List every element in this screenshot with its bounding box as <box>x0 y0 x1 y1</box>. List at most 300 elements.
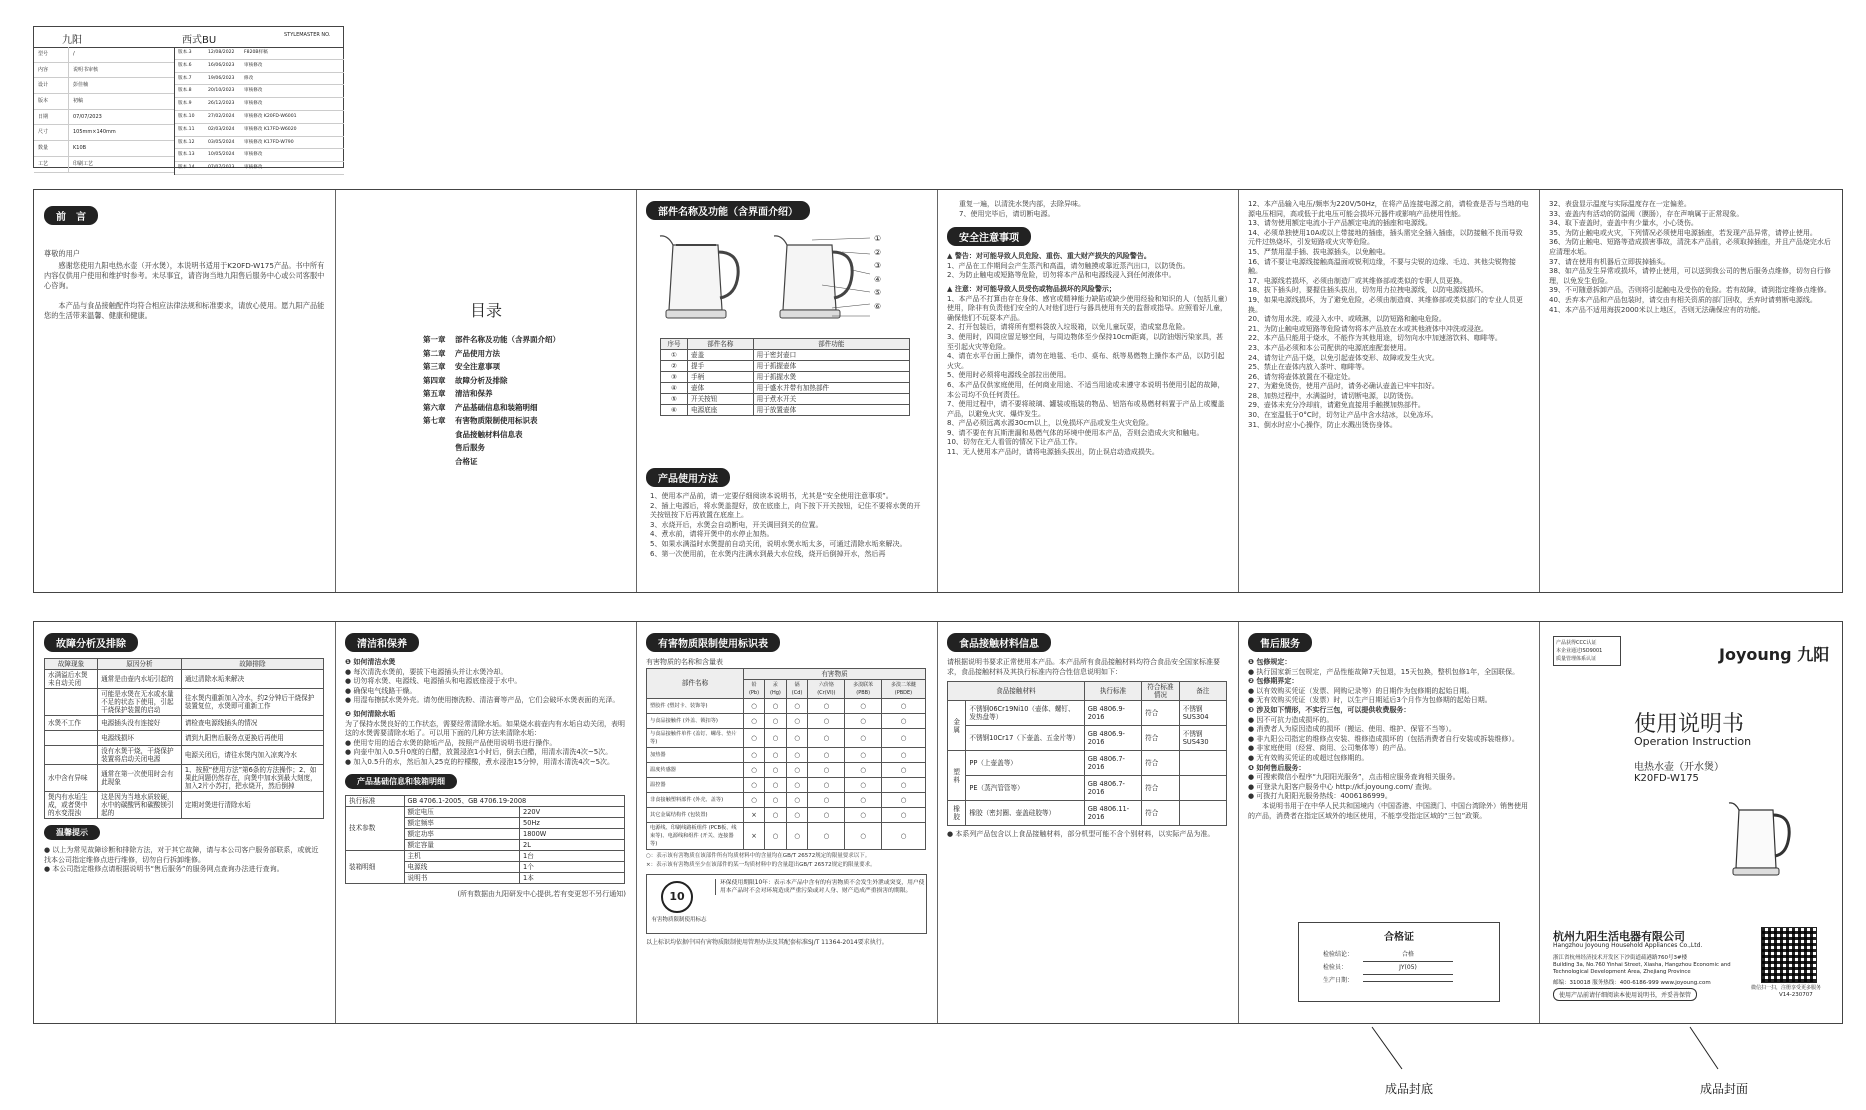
base-val: 50Hz <box>520 817 625 828</box>
toc-item <box>423 347 623 361</box>
notice-item: 8、产品必须远离水源30cm以上，以免损坏产品或发生火灾危险。 <box>947 419 1154 428</box>
fault-cell: 电源关闭后，请往水煲内加入凉爽冷水 <box>181 746 323 765</box>
hazard-cell: ○ <box>786 822 808 849</box>
hazard-cell: ○ <box>786 713 808 728</box>
cert-lines <box>1323 949 1499 987</box>
use-step: 6、第一次使用前，在水煲内注满水到最大水位线，烧开后倒掉开水，然后再 <box>650 549 886 558</box>
parts-row <box>661 405 910 416</box>
toc-chapter: 第五章 <box>423 389 446 398</box>
spec-note: 审核修改 <box>244 101 263 107</box>
fault-title: 故障分析及排除 <box>44 633 138 652</box>
cover-model: K20FD-W175 <box>1634 773 1699 784</box>
parts-th: 部件名称 <box>688 339 754 350</box>
hazard-cell: 温度传感器 <box>647 762 744 777</box>
spec-val: 初稿 <box>73 98 84 105</box>
hazard-caption: 有害物质的名称和含量表 <box>646 658 723 666</box>
foreword-title: 前 言 <box>44 206 98 225</box>
svc-s3-list <box>1248 716 1529 764</box>
food-note <box>947 830 1228 840</box>
spec-ver: 版本.11 <box>178 126 195 132</box>
parts-cell: ① <box>661 350 688 361</box>
hazard-cell: ○ <box>744 777 765 792</box>
hazard-cell: ○ <box>786 747 808 762</box>
part-callout: ⑥ <box>874 301 882 311</box>
hazard-logo-caption: 有害物质限制使用标志 <box>651 916 707 923</box>
spec-date: 26/12/2023 <box>208 101 235 107</box>
hazard-cell: 温控器 <box>647 777 744 792</box>
fault-row <box>45 689 324 716</box>
panel-cover <box>1539 622 1844 1023</box>
hazard-cell: ○ <box>881 728 925 747</box>
safety-item: 31、倒水时应小心操作，防止水溅出烫伤身体。 <box>1248 420 1397 429</box>
food-cell: 不锈钢06Cr19Ni10（壶体、螺钉、发热盘等） <box>966 701 1084 726</box>
hazard-th: 六价铬(Cr(VI)) <box>808 679 845 698</box>
toc-chapter: 第六章 <box>423 402 446 412</box>
hazard-cell: ○ <box>881 747 925 762</box>
toc-name: 售后服务 <box>455 443 485 452</box>
toc-chapter: 第七章 <box>423 416 446 425</box>
use-step: 2、插上电源后，将水煲盖提好，放在底座上，向下按下开关按钮，记住不要将水煲的开关按钮按下后再放置在底座上。 <box>650 501 921 520</box>
panel-parts <box>636 190 937 592</box>
food-th: 备注 <box>1179 682 1226 701</box>
spec-right-rows <box>174 47 344 175</box>
warning-item: 1、产品在工作期间会产生蒸汽和高温，请勿触摸或靠近蒸汽出口，以防烫伤。 <box>947 261 1190 270</box>
fault-cell: 通常是由壶内水垢引起的 <box>98 670 182 689</box>
cert-title: 合格证 <box>1384 932 1414 943</box>
notice-item: 4、请在水平台面上操作，请勿在地毯、毛巾、桌布、纸等易燃物上操作本产品，以防引起火灾。 <box>947 352 1225 370</box>
clean-s2-item: ● 使用专用的适合水煲的除垢产品，按照产品使用说明书进行操作。 <box>345 738 557 747</box>
svc-s4-text: 如何售后服务： <box>1256 763 1306 772</box>
pointer-line-front <box>1688 1025 1728 1075</box>
notice-item: 2、打开包装后，请将所有塑料袋放入垃圾箱，以免儿童玩耍，造成窒息危险。 <box>947 323 1190 332</box>
base-key: 额定容量 <box>404 839 520 850</box>
notice-item: 1、本产品不打算由存在身体、感官或精神能力缺陷或缺少使用经验和知识的人（包括儿童）使用，除非有负责他们安全的人对他们进行与器具使用有关的监督或指导。应照看好儿童，确保他们不玩耍本产品。 <box>947 294 1228 322</box>
spec-box <box>33 26 344 171</box>
spec-std: STYLEMASTER NO. <box>284 32 331 38</box>
spec-date: 12/08/2022 <box>208 50 235 55</box>
hazard-notes <box>646 852 927 871</box>
greeting: 尊敬的用户 <box>44 249 80 258</box>
safety-item: 38、如产品发生异常或损坏，请停止使用，可以送到我公司的售后服务点维修，切勿自行修理，以免发生危险。 <box>1549 267 1831 285</box>
svc-s3-item: ● 非家庭使用（经营、商用、公司集体等）的产品。 <box>1248 744 1411 753</box>
svc-s1-bullet: ● <box>1248 667 1257 676</box>
spec-row <box>34 47 174 63</box>
tip-title: 温馨提示 <box>44 825 100 840</box>
parts-cell: 用于抓握壶体 <box>753 361 909 372</box>
spec-row <box>34 78 174 94</box>
fault-row <box>45 716 324 731</box>
hazard-cell: ○ <box>744 728 765 747</box>
base-key: 额定电压 <box>404 806 520 817</box>
toc-name: 产品使用方法 <box>455 348 500 358</box>
parts-row <box>661 383 910 394</box>
spec-key: 数量 <box>34 141 69 156</box>
hazard-cell: 非食接触塑料部件 (外壳、盖等) <box>647 792 744 807</box>
hazard-logo-text: 环保使用期限10年：表示本产品中含有的有害物质不会发生外泄或突变，用户使用本产品时不会对环境造成严重污染或对人身、财产造成严重损害的期限。 <box>715 879 926 895</box>
hazard-cell: ○ <box>845 762 882 777</box>
company-contact <box>1553 978 1753 986</box>
svc-s3-text: 涉及如下情形，不实行三包，可以提供收费服务： <box>1256 705 1411 714</box>
hazard-th: 多溴二苯醚(PBDE) <box>881 679 925 698</box>
spec-row <box>34 63 174 79</box>
base-val: 1个 <box>520 861 625 872</box>
fault-cell: 定期对煲进行清除水垢 <box>181 792 323 819</box>
cert-value: JY(05) <box>1363 962 1453 975</box>
spec-row <box>34 94 174 110</box>
parts-title: 部件名称及功能（含界面介绍） <box>646 201 810 220</box>
svc-s3-item: ● 消费者人为原因造成的损坏（搬运、使用、维护、保管不当等）。 <box>1248 725 1456 734</box>
fault-cell: 可能是水煲在无水或水量不足的状态下使用，引起干烧保护装置的启动 <box>98 689 182 716</box>
panel-toc <box>335 190 636 592</box>
hazard-cell: ○ <box>881 792 925 807</box>
spec-row <box>175 98 344 111</box>
toc-item <box>423 360 623 374</box>
hazard-row <box>647 698 926 713</box>
clean-s1 <box>345 658 626 668</box>
cert-label: 检验员： <box>1323 964 1348 971</box>
svc-s2-item: ● 以有效购买凭证（发票、网购记录等）的日期作为包修期的起始日期。 <box>1248 686 1474 695</box>
parts-row <box>661 394 910 405</box>
hazard-cell: ○ <box>786 807 808 822</box>
spec-date: 10/05/2024 <box>208 152 235 158</box>
hazard-cell: ○ <box>786 777 808 792</box>
spec-key: 版本 <box>34 94 69 109</box>
cover-version: V14-230707 <box>1779 992 1813 998</box>
clean-s2-item: ● 加入0.5升的水，然后加入25克的柠檬酸，煮水浸泡15分钟，用清水清洗4次~5次。 <box>345 757 615 766</box>
hazard-cell: ○ <box>808 777 845 792</box>
hazard-cell: ○ <box>744 698 765 713</box>
svc-s1-body-text: 执行国家新三包规定，产品性能故障7天包退，15天包换，整机包修1年，全国联保。 <box>1256 667 1520 676</box>
hazard-cell: ○ <box>786 792 808 807</box>
cert-line <box>1323 962 1499 975</box>
parts-cell: ④ <box>661 383 688 394</box>
fault-cell: 这是因为当地水质较硬，水中的碳酸钙和碳酸镁引起的 <box>98 792 182 819</box>
hazard-cell: ○ <box>765 777 787 792</box>
hazard-group: 有害物质 <box>744 668 926 679</box>
svc-s2 <box>1248 677 1529 687</box>
service-title: 售后服务 <box>1248 633 1312 652</box>
svc-s1-text: 包修规定： <box>1256 658 1292 666</box>
logo-en: Joyoung <box>1719 645 1792 664</box>
hazard-cell: 塑胶件 (塑封卡、装饰等) <box>647 698 744 713</box>
toc-title: 目录 <box>470 301 503 320</box>
safety-item: 39、不可随意拆卸产品，否则将引起触电及受伤的危险。若有故障，请到指定维修点维修。 <box>1549 286 1831 295</box>
hazard-table <box>646 668 926 850</box>
safety-item: 28、加热过程中，水满溢时，请切断电源，以防烫伤。 <box>1248 391 1418 400</box>
spec-row <box>34 157 174 173</box>
base-row <box>346 850 625 861</box>
fault-cell: 水煲不工作 <box>45 716 98 731</box>
parts-row <box>661 350 910 361</box>
fault-cell: 没有水煲干烧，干烧保护装置将启动关闭电源 <box>98 746 182 765</box>
fault-row <box>45 670 324 689</box>
food-cell: 不锈钢SUS304 <box>1179 701 1226 726</box>
hazard-cell: × <box>744 807 765 822</box>
spec-key: 内容 <box>34 63 69 78</box>
hazard-row <box>647 713 926 728</box>
safety-item: 36、为防止触电、短路等造成损害事故，清洗本产品前，必须取掉插座，并且产品烧完水后应清理水垢。 <box>1549 238 1831 256</box>
company-en: Hangzhou Joyoung Household Appliances Co.,Ltd. <box>1553 942 1703 949</box>
spec-val: K10B <box>73 145 87 152</box>
part-callout: ③ <box>874 261 882 270</box>
spec-ver: 版本.6 <box>178 62 192 68</box>
spec-bu: 西式BU <box>182 35 217 46</box>
cert-box <box>1298 922 1500 1002</box>
use-step: 5、如果水满溢时水煲提前自动关闭，说明水煲水垢太多，可通过清除水垢来解决。 <box>650 539 907 548</box>
hazard-row <box>647 807 926 822</box>
spec-ver: 版本.13 <box>178 152 195 158</box>
kettle-illustration-right <box>772 230 882 325</box>
hazard-cell: ○ <box>881 713 925 728</box>
hazard-cell: ○ <box>765 792 787 807</box>
svc-s4-list <box>1248 773 1529 802</box>
hazard-cell: ○ <box>765 762 787 777</box>
hazard-th: 铅(Pb) <box>744 679 765 698</box>
tip-list <box>44 846 325 875</box>
hazard-cell: ○ <box>744 747 765 762</box>
toc-name: 有害物质限制使用标识表 <box>455 416 538 425</box>
clean-s2-item: ● 向壶中加入0.5升0度的白醋，放置浸泡1小时后，倒去白醋，用清水清洗4次~5次。 <box>345 748 613 757</box>
phone: 服务热线：400-6186-999 <box>1592 980 1659 986</box>
cert-value: 合格 <box>1363 949 1453 962</box>
cert-mark: 质量管理体系认证 <box>1556 656 1597 662</box>
toc-name: 产品基础信息和装箱明细 <box>455 402 538 412</box>
base-title: 产品基础信息和装箱明细 <box>345 774 457 789</box>
safety-item: 37、请在使用有机器后立即拔掉插头。 <box>1549 257 1670 266</box>
fault-cell: 水满溢后水煲未自动关闭 <box>45 670 98 689</box>
cert-mark: 产品获得CCC认证 <box>1556 640 1597 646</box>
food-cell: 符合 <box>1142 776 1180 801</box>
fault-cell: 通过清除水垢来解决 <box>181 670 323 689</box>
spec-left-rows <box>34 47 174 173</box>
cert-marks-box <box>1553 636 1621 666</box>
hazard-cell: × <box>744 822 765 849</box>
food-intro: 请根据说明书要求正常使用本产品。本产品所有食品接触材料均符合食品安全国家标准要求，食品接触材料及其执行标准内符合性信息说明如下： <box>947 658 1220 676</box>
food-cell: GB 4806.7-2016 <box>1084 751 1141 776</box>
hazard-cell: ○ <box>765 698 787 713</box>
panel-service <box>1238 622 1539 1023</box>
parts-cell: ② <box>661 361 688 372</box>
food-cell <box>1179 801 1226 826</box>
clean-s1-item: ● 用湿布擦拭水煲外壳。请勿使用擦洗粉、清洁膏等产品，它们会破坏水煲表面的光泽。 <box>345 696 620 705</box>
panel-safety-3 <box>1539 190 1844 592</box>
foreword-p1: 感谢您使用九阳电热水壶（开水煲），本说明书适用于K20FD-W175产品。书中所有内容仅供用户使用和维护时参考。未尽事宜，请咨询当地九阳售后服务中心或公司客服中心咨询。 <box>44 261 325 290</box>
fault-cell: 1、按照“使用方法”第6条的方法操作；2、如果此问题仍然存在，向煲中加水到最大刻度，加入2片小苏打，把水烧开，然后倒掉 <box>181 765 323 792</box>
top-sheet <box>33 189 1843 593</box>
food-cell: GB 4806.7-2016 <box>1084 776 1141 801</box>
cover-footer: 使用产品前请仔细阅读本使用说明书，并妥善保管 <box>1553 988 1697 1001</box>
food-th: 符合标准情况 <box>1142 682 1180 701</box>
spec-key: 设计 <box>34 78 69 93</box>
hazard-row <box>647 777 926 792</box>
spec-val: / <box>73 51 75 57</box>
safety-item: 41、本产品不适用海拔2000米以上地区，否则无法确保应有的功能。 <box>1549 305 1765 314</box>
food-row <box>948 726 1227 751</box>
notice-item: 7、使用过程中，请不要将玻璃、罐装或瓶装的物品、铝箔布或易燃材料置于产品上或覆盖产品，以避免火灾、爆炸发生。 <box>947 400 1225 418</box>
spec-ver: 版本.8 <box>178 88 192 94</box>
svc-s1-body <box>1248 668 1529 678</box>
parts-row <box>661 372 910 383</box>
cert-mark: 本企业通过ISO9001 <box>1556 648 1603 654</box>
food-row <box>948 801 1227 826</box>
hazard-cell: ○ <box>808 762 845 777</box>
safety-item: 13、请勿使用额定电流小于产品额定电流的插座和电源线。 <box>1248 219 1432 228</box>
safety-item: 16、请不要让电源线接触高温面或锐利边缘，不要与尖锐的边缘、毛边、其他尖锐物接触。 <box>1248 257 1516 276</box>
base-key: 额定功率 <box>404 828 520 839</box>
base-val: 1台 <box>520 850 625 861</box>
foreword-p2: 本产品与食品接触配件均符合相应法律法规和标准要求，请放心使用。愿九阳产品能您的生活带来温馨、健康和健康。 <box>44 301 325 320</box>
fault-cell <box>45 746 98 765</box>
parts-th: 序号 <box>661 339 688 350</box>
safety-item: 25、禁止在壶体内放入茶叶、咖啡等。 <box>1248 363 1369 372</box>
notice-item: 11、无人使用本产品时，请将电源插头拔出，防止误启动造成损失。 <box>947 448 1159 457</box>
panel-foreword <box>34 190 335 592</box>
parts-table <box>660 338 910 416</box>
company-addr-en: Building 3a, No.760 Yinhai Street, Xiasha, Hangzhou Economic and Technological Development Area, Zhejiang Province <box>1553 962 1731 975</box>
fault-row <box>45 731 324 746</box>
hazard-cell: ○ <box>808 792 845 807</box>
hazard-cell: ○ <box>881 698 925 713</box>
spec-key: 日期 <box>34 110 69 125</box>
spec-date: 02/03/2024 <box>208 126 235 132</box>
use-title: 产品使用方法 <box>646 468 730 487</box>
notice-head-text: 注意：对可能导致人员受伤或物品损坏的风险警示； <box>954 284 1116 293</box>
toc-name: 故障分析及排除 <box>455 375 508 385</box>
svc-s4 <box>1248 764 1529 774</box>
toc-item <box>423 387 623 401</box>
use-step: 3、水烧开后，水煲会自动断电，开关调回到关的位置。 <box>650 520 823 529</box>
food-cell: PE（蒸汽管管等） <box>966 776 1084 801</box>
hazard-th: 镉(Cd) <box>786 679 808 698</box>
svc-s4-item: ● 可拨打九阳阳光服务热线：4006186999。 <box>1248 792 1392 801</box>
fault-cell: 往水煲内重新加入冷水，约2分钟后干烧保护装置复位，水煲即可重新工作 <box>181 689 323 716</box>
safety-item: 29、壶体未充分冷却前，请避免直接用手触摸加热部件。 <box>1248 401 1425 410</box>
hazard-th: 多溴联苯(PBB) <box>845 679 882 698</box>
clean-title: 清洁和保养 <box>345 633 419 652</box>
spec-val: 彭佳楠 <box>73 82 89 89</box>
spec-val: 105mm×140mm <box>73 129 116 136</box>
hazard-cell: ○ <box>881 822 925 849</box>
spec-row <box>34 110 174 126</box>
toc-item <box>423 414 623 428</box>
use-step: 4、煮水前，请将开煲中的水停止加热。 <box>650 530 774 539</box>
fault-cell: 水中含有异味 <box>45 765 98 792</box>
food-table <box>947 681 1227 826</box>
food-group: 金属 <box>948 701 966 751</box>
food-group: 塑料 <box>948 751 966 801</box>
hazard-cell: ○ <box>845 698 882 713</box>
warning-head-text: 警告：对可能导致人员危险、重伤、重大财产损失的风险警告。 <box>954 252 1151 261</box>
parts-cell: 用于放置壶体 <box>753 405 909 416</box>
hazard-cell: 与食品接触件 (外盖、锁扣等) <box>647 713 744 728</box>
spec-date: 20/10/2023 <box>208 88 235 94</box>
food-row <box>948 776 1227 801</box>
panel-food <box>937 622 1238 1023</box>
label-back-cover: 成品封底 <box>1385 1082 1434 1096</box>
panel-fault <box>34 622 335 1023</box>
notice-item: 9、请不要在有瓦斯泄漏和易燃气体的环境中使用本产品，否则会造成火灾和触电。 <box>947 428 1204 437</box>
svc-s2-text: 包修期界定： <box>1256 677 1299 686</box>
toc-chapter: 第二章 <box>423 348 446 358</box>
spec-val: 说明书审核 <box>73 66 99 73</box>
food-cell: 符合 <box>1142 751 1180 776</box>
kettle-illustration-left <box>658 230 748 325</box>
hazard-cell: ○ <box>808 807 845 822</box>
base-label: 装箱明细 <box>346 850 405 883</box>
parts-cell: 电源底座 <box>688 405 754 416</box>
safety-list-2 <box>1248 200 1529 430</box>
hazard-cell: ○ <box>744 792 765 807</box>
spec-date: 07/07/2023 <box>208 165 235 171</box>
svc-s4-item: ● 可登录九阳客户服务中心 http://kf.joyoung.com/ 查询。 <box>1248 782 1436 791</box>
safety-continued <box>959 200 1228 219</box>
hazard-logo-box <box>646 874 927 934</box>
clean-s1-list <box>345 668 626 706</box>
parts-cell: 提手 <box>688 361 754 372</box>
safety-item: 30、在室温低于0°C时，切勿让产品中含水结冰，以免冻坏。 <box>1248 411 1438 420</box>
safety-item: 24、请勿让产品干烧，以免引起壶体变形、故障或发生火灾。 <box>1248 353 1439 362</box>
food-cell: 符合 <box>1142 726 1180 751</box>
part-callout: ⑤ <box>874 288 882 297</box>
svc-s4-item: ● 可搜索微信小程序“九阳阳光服务”，点击相应服务查询相关服务。 <box>1248 773 1460 782</box>
svc-s2-item: ● 无有效购买凭证（发票）时，以生产日期延后3个月作为包修期的起始日期。 <box>1248 696 1492 705</box>
svc-s3-icon: ❸ <box>1248 705 1257 714</box>
safety-item: 15、严禁用湿手插、拔电源插头，以免触电。 <box>1248 247 1390 256</box>
parts-cell: 用于盛水并带有加热部件 <box>753 383 909 394</box>
spec-key: 工艺 <box>34 157 69 172</box>
hazard-th: 汞(Hg) <box>765 679 787 698</box>
base-val: 1本 <box>520 872 625 883</box>
clean-s1-icon: ❶ <box>345 658 354 666</box>
spec-note: 审核修改 K20FD-W6001 <box>244 113 297 119</box>
toc-item <box>423 441 623 455</box>
parts-cell: 用于密封壶口 <box>753 350 909 361</box>
hazard-cell: ○ <box>786 728 808 747</box>
food-cell <box>1179 751 1226 776</box>
hazard-cell: ○ <box>765 728 787 747</box>
fault-cell: 电源线损坏 <box>98 731 182 746</box>
toc-name: 安全注意事项 <box>455 362 500 371</box>
parts-cell: 手柄 <box>688 372 754 383</box>
spec-note: 修改 <box>244 75 254 81</box>
safety-item: 19、如果电源线损坏，为了避免危险，必须由制造商、其维修部或类似部门的专业人员更换。 <box>1248 295 1523 314</box>
spec-val: 07/07/2023 <box>73 113 102 120</box>
use-list <box>650 492 925 559</box>
panel-hazard <box>636 622 937 1023</box>
clean-s1-text: 如何清洁水煲 <box>353 658 396 666</box>
hazard-cell: 其它金属结构件 (包装置) <box>647 807 744 822</box>
hazard-cell: ○ <box>845 822 882 849</box>
safety-title: 安全注意事项 <box>947 227 1031 246</box>
fault-th: 故障现象 <box>45 659 98 670</box>
fault-cell <box>45 731 98 746</box>
hazard-cell: ○ <box>845 777 882 792</box>
base-label: 执行标准 <box>346 795 405 806</box>
warning-head <box>947 252 1228 262</box>
toc-item <box>423 455 623 469</box>
svc-s1 <box>1248 658 1529 668</box>
toc-list <box>423 333 623 468</box>
base-val: 1800W <box>520 828 625 839</box>
hazard-cell: ○ <box>881 762 925 777</box>
food-note-text: 本系列产品包含以上食品接触材料，部分机型可能不含个别材料，以实际产品为准。 <box>955 830 1215 839</box>
tip-item: ● 以上为常见故障诊断和排除方法，对于其它故障，请与本公司客户服务部联系，或就近找本公司指定维修点进行维修，切勿自行拆卸维修。 <box>44 846 319 864</box>
hazard-row <box>647 762 926 777</box>
notice-item: 6、本产品仅供家庭使用，任何商业用途、不适当用途或未遵守本说明书使用引起的故障，本公司均不负任何责任。 <box>947 380 1225 399</box>
company-cn: 杭州九阳生活电器有限公司 <box>1553 930 1685 943</box>
spec-row <box>175 111 344 124</box>
svc-s3-item: ● 无有效购买凭证的或超过包修期的。 <box>1248 753 1369 762</box>
